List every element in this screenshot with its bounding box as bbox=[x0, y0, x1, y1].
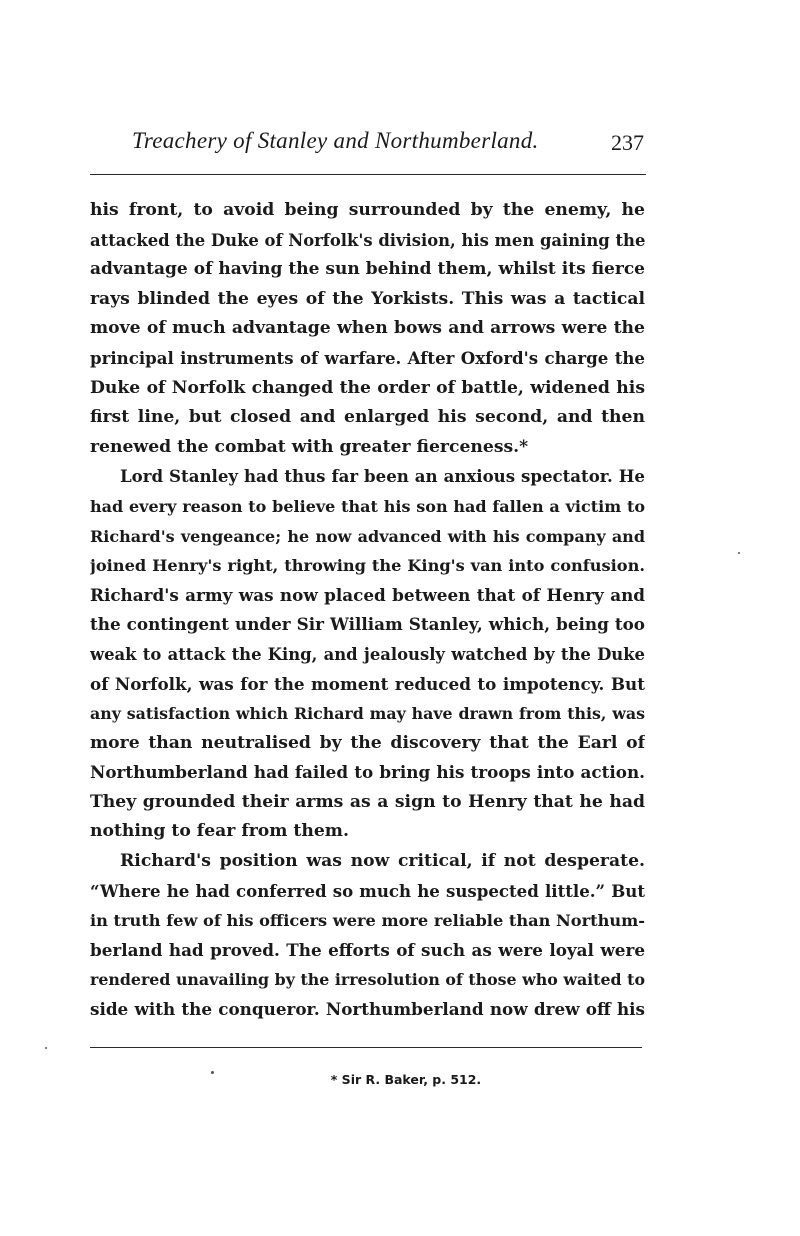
footnote-text: * Sir R. Baker, p. 512. bbox=[330, 1072, 482, 1087]
text-line: first line, but closed and enlarged his second, and then bbox=[90, 407, 645, 428]
text-line: his front, to avoid being surrounded by the enemy, he bbox=[90, 200, 645, 220]
text-line: weak to attack the King, and jealously watched by the Duke bbox=[90, 644, 645, 664]
print-speck bbox=[211, 1071, 214, 1074]
text-line: “Where he had conferred so much he suspected little.” But bbox=[90, 880, 645, 901]
text-line: berland had proved. The efforts of such as were loyal were bbox=[90, 939, 645, 960]
text-line: more than neutralised by the discovery that the Earl of bbox=[90, 732, 645, 753]
page-number: 237 bbox=[611, 130, 644, 155]
text-line: in truth few of his officers were more reliable than Northum- bbox=[90, 911, 645, 931]
text-line: side with the conqueror. Northumberland now drew off his bbox=[90, 999, 645, 1020]
text-line: had every reason to believe that his son had fallen a victim to bbox=[90, 496, 645, 516]
text-line: Richard's vengeance; he now advanced with his company and bbox=[90, 526, 645, 546]
print-speck bbox=[45, 1047, 47, 1049]
footnote-rule bbox=[90, 1047, 642, 1048]
text-line: advantage of having the sun behind them, whilst its fierce bbox=[90, 259, 645, 280]
text-line: the contingent under Sir William Stanley, which, being too bbox=[90, 614, 645, 635]
text-line: Richard's army was now placed between that of Henry and bbox=[90, 584, 645, 605]
text-line: principal instruments of warfare. After Oxford's charge the bbox=[90, 347, 645, 368]
footnote bbox=[0, 1072, 800, 1087]
text-line: nothing to fear from them. bbox=[90, 821, 349, 842]
text-line: any satisfaction which Richard may have drawn from this, was bbox=[90, 704, 645, 724]
text-line: They grounded their arms as a sign to Henry that he had bbox=[90, 791, 645, 812]
print-speck bbox=[738, 552, 740, 554]
text-line: Richard's position was now critical, if not desperate. bbox=[120, 851, 645, 872]
body-text bbox=[90, 196, 645, 1025]
text-line: renewed the combat with greater fierceness.* bbox=[90, 436, 529, 457]
running-title: Treachery of Stanley and Northumberland. bbox=[132, 128, 539, 153]
text-line: rays blinded the eyes of the Yorkists. This was a tactical bbox=[90, 288, 645, 309]
running-head bbox=[90, 128, 646, 164]
text-line: of Norfolk, was for the moment reduced to impotency. But bbox=[90, 673, 645, 694]
text-line: Lord Stanley had thus far been an anxious spectator. He bbox=[120, 466, 645, 487]
text-line: Northumberland had failed to bring his troops into action. bbox=[90, 762, 645, 783]
text-line: Duke of Norfolk changed the order of battle, widened his bbox=[90, 377, 645, 398]
text-line: move of much advantage when bows and arrows were the bbox=[90, 318, 645, 339]
header-rule bbox=[90, 174, 646, 175]
text-line: joined Henry's right, throwing the King's van into confusion. bbox=[90, 556, 645, 576]
text-line: attacked the Duke of Norfolk's division, his men gaining the bbox=[90, 230, 645, 250]
text-line: rendered unavailing by the irresolution of those who waited to bbox=[90, 970, 645, 990]
